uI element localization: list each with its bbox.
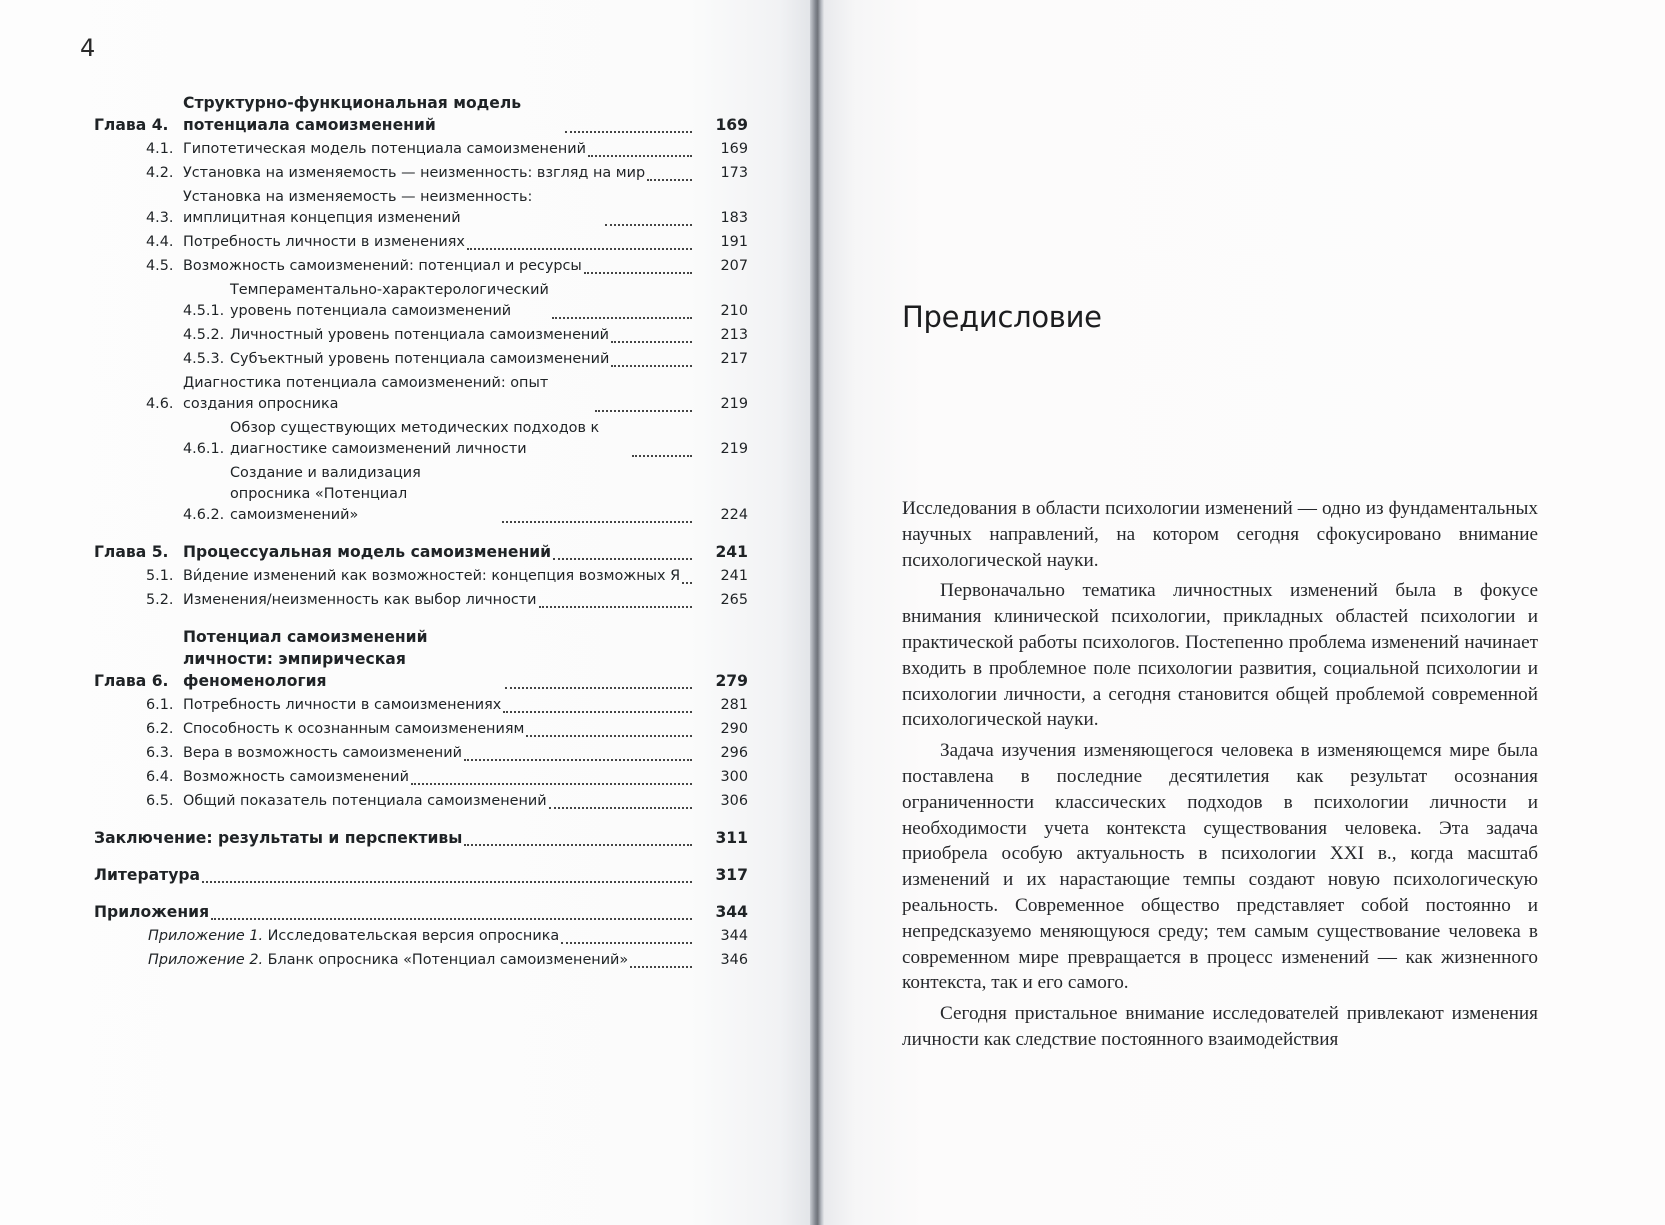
toc-entry-page: 217 xyxy=(720,351,748,367)
toc-entry-title: Установка на изменяемость — неизменность: имплицитная концепция изменений xyxy=(183,189,533,226)
toc-entry-page: 213 xyxy=(720,327,748,343)
toc-entry-title: Литература xyxy=(94,866,201,884)
toc-entry xyxy=(94,349,748,370)
dot-leader xyxy=(647,178,692,181)
toc-entry-number: 6.4. xyxy=(146,769,174,785)
toc-entry-title: Способность к осознанным самоизменениям xyxy=(183,721,525,737)
toc-entry-title: Диагностика потенциала самоизменений: опыт создания опросника xyxy=(183,375,549,412)
toc-entry-number: 4.5. xyxy=(146,258,174,274)
toc-entry-page: 317 xyxy=(715,866,748,884)
dot-leader xyxy=(467,247,692,250)
dot-leader xyxy=(561,941,692,944)
toc-spacer xyxy=(94,611,748,626)
toc-entry-title: Заключение: результаты и перспективы xyxy=(94,829,463,847)
toc-entry xyxy=(94,743,748,764)
dot-leader xyxy=(211,917,692,920)
toc-entry-number: Приложение 1. xyxy=(148,928,264,944)
paragraph: Исследования в области психологии изменений — одно из фундаментальных научных направлений, на котором сегодня сфокусировано внимание психологической науки. xyxy=(902,498,1538,571)
toc-entry-page: 241 xyxy=(715,543,748,561)
toc-entry xyxy=(94,926,748,947)
toc-entry-number: 4.5.1. xyxy=(183,303,225,319)
toc-entry-number: 4.6.1. xyxy=(183,441,225,457)
toc-entry-number: 4.1. xyxy=(146,141,174,157)
toc-spacer xyxy=(94,526,748,541)
toc-entry xyxy=(94,901,748,923)
dot-leader xyxy=(605,223,692,226)
toc-entry xyxy=(94,719,748,740)
toc-entry xyxy=(94,541,748,563)
toc-entry-title: Изменения/неизменность как выбор личности xyxy=(183,592,537,608)
toc-entry-title: Общий показатель потенциала самоизменений xyxy=(183,793,547,809)
dot-leader xyxy=(611,364,692,367)
dot-leader xyxy=(552,316,692,319)
toc-entry-number: 4.6.2. xyxy=(183,507,225,523)
toc-entry-page: 344 xyxy=(720,928,748,944)
toc-entry-title: Бланк опросника «Потенциал самоизменений» xyxy=(267,952,629,968)
book-gutter xyxy=(810,0,824,1225)
toc-entry-page: 183 xyxy=(720,210,748,226)
toc-entry-page: 241 xyxy=(720,568,748,584)
toc-entry-title: Субъектный уровень потенциала самоизменений xyxy=(230,351,610,367)
toc-entry-page: 210 xyxy=(720,303,748,319)
toc-spacer xyxy=(94,812,748,827)
toc-entry-number: 4.5.3. xyxy=(183,351,225,367)
toc-entry-number: 4.6. xyxy=(146,396,174,412)
toc-entry-page: 191 xyxy=(720,234,748,250)
dot-leader xyxy=(411,782,692,785)
toc-entry-number: 4.3. xyxy=(146,210,174,226)
section-heading: Предисловие xyxy=(902,300,1102,334)
toc-entry-title: Потенциал самоизменений личности: эмпирическая феноменология xyxy=(183,628,428,690)
paragraph: Сегодня пристальное внимание исследователей привлекают изменения личности как следствие постоянного взаимодействия xyxy=(902,1003,1538,1050)
toc-entry-title: Потребность личности в самоизменениях xyxy=(183,697,502,713)
table-of-contents xyxy=(94,92,748,971)
toc-entry-number: 4.5.2. xyxy=(183,327,225,343)
toc-spacer xyxy=(94,849,748,864)
toc-entry-page: 296 xyxy=(720,745,748,761)
toc-entry-page: 169 xyxy=(715,116,748,134)
toc-entry-number: Глава 5. xyxy=(94,543,169,561)
paragraph: Первоначально тематика личностных изменений была в фокусе внимания клинической психологии, прикладных областей психологии и практической работы психологов. Постепенно проблема изменений начинает входить в проблемное поле психологии развития, социальной психологии и психологии личности, а сегодня становится общей проблемой современной психологической науки. xyxy=(902,580,1538,731)
toc-entry-page: 173 xyxy=(720,165,748,181)
toc-entry xyxy=(94,373,748,415)
dot-leader xyxy=(682,581,692,584)
toc-entry-number: 6.2. xyxy=(146,721,174,737)
toc-entry-title: Ви́дение изменений как возможностей: концепция возможных Я xyxy=(183,568,681,584)
toc-entry xyxy=(94,626,748,692)
toc-entry xyxy=(94,791,748,812)
toc-entry-page: 207 xyxy=(720,258,748,274)
toc-entry-title: Вера в возможность самоизменений xyxy=(183,745,462,761)
dot-leader xyxy=(595,409,692,412)
toc-entry-title: Обзор существующих методических подходов к диагностике самоизменений личности xyxy=(230,420,600,457)
toc-entry-number: 6.3. xyxy=(146,745,174,761)
toc-entry xyxy=(94,325,748,346)
dot-leader xyxy=(505,686,692,689)
dot-leader xyxy=(584,271,692,274)
toc-entry-title: Приложения xyxy=(94,903,210,921)
toc-entry xyxy=(94,92,748,136)
toc-entry xyxy=(94,864,748,886)
toc-entry-page: 265 xyxy=(720,592,748,608)
toc-entry xyxy=(94,695,748,716)
dot-leader xyxy=(549,806,692,809)
toc-entry xyxy=(94,280,748,322)
toc-entry-page: 300 xyxy=(720,769,748,785)
toc-entry xyxy=(94,566,748,587)
toc-entry-page: 281 xyxy=(720,697,748,713)
paragraph: Задача изучения изменяющегося человека в изменяющемся мире была поставлена в последние десятилетия как результат осознания ограниченности классических подходов в психологии личности и необходимости учета контекста существования человека. Эта задача приобрела особую актуальность в психологии XXI в., когда масштаб изменений и их нарастающие темпы создают новую психологическую реальность. Современное общество представляет собой постоянно и непредсказуемо меняющуюся среду; тем самым существование человека в современном мире превращается в процесс изменений — как жизненного контекста, так и его самого. xyxy=(902,740,1538,994)
toc-spacer xyxy=(94,886,748,901)
toc-entry-title: Процессуальная модель самоизменений xyxy=(183,543,552,561)
toc-entry-page: 346 xyxy=(720,952,748,968)
toc-entry-page: 290 xyxy=(720,721,748,737)
toc-entry-title: Структурно-функциональная модель потенциала самоизменений xyxy=(183,94,522,134)
dot-leader xyxy=(503,710,692,713)
dot-leader xyxy=(611,340,692,343)
toc-entry-number: 5.2. xyxy=(146,592,174,608)
toc-entry xyxy=(94,256,748,277)
dot-leader xyxy=(553,557,692,560)
page-number: 4 xyxy=(80,34,96,62)
toc-entry-title: Потребность личности в изменениях xyxy=(183,234,465,250)
toc-entry-page: 219 xyxy=(720,441,748,457)
toc-entry-number: Глава 6. xyxy=(94,672,169,690)
dot-leader xyxy=(526,734,692,737)
toc-entry xyxy=(94,418,748,460)
dot-leader xyxy=(202,880,692,883)
preface-text xyxy=(902,496,1538,1053)
toc-entry-number: Глава 4. xyxy=(94,116,169,134)
toc-entry xyxy=(94,163,748,184)
toc-entry xyxy=(94,232,748,253)
toc-entry-title: Установка на изменяемость — неизменность: взгляд на мир xyxy=(183,165,646,181)
toc-entry xyxy=(94,463,748,526)
toc-entry-page: 311 xyxy=(715,829,748,847)
toc-entry-page: 306 xyxy=(720,793,748,809)
toc-entry xyxy=(94,590,748,611)
toc-entry-number: 6.5. xyxy=(146,793,174,809)
dot-leader xyxy=(565,130,692,133)
toc-entry xyxy=(94,950,748,971)
toc-entry xyxy=(94,139,748,160)
toc-entry-title: Создание и валидизация опросника «Потенциал самоизменений» xyxy=(230,465,421,523)
dot-leader xyxy=(588,154,692,157)
toc-entry xyxy=(94,187,748,229)
toc-entry-number: 4.2. xyxy=(146,165,174,181)
dot-leader xyxy=(632,454,692,457)
dot-leader xyxy=(464,758,692,761)
toc-entry-number: 6.1. xyxy=(146,697,174,713)
dot-leader xyxy=(502,520,692,523)
toc-entry-page: 224 xyxy=(720,507,748,523)
toc-entry-page: 219 xyxy=(720,396,748,412)
toc-entry-title: Темпераментально-характерологический уровень потенциала самоизменений xyxy=(230,282,549,319)
toc-entry-number: 4.4. xyxy=(146,234,174,250)
dot-leader xyxy=(630,965,692,968)
toc-entry xyxy=(94,767,748,788)
toc-entry-title: Личностный уровень потенциала самоизменений xyxy=(230,327,610,343)
toc-entry-title: Гипотетическая модель потенциала самоизменений xyxy=(183,141,586,157)
toc-entry-number: Приложение 2. xyxy=(148,952,264,968)
toc-entry-page: 344 xyxy=(715,903,748,921)
toc-entry-title: Возможность самоизменений: потенциал и ресурсы xyxy=(183,258,582,274)
toc-entry-page: 279 xyxy=(715,672,748,690)
toc-entry xyxy=(94,827,748,849)
dot-leader xyxy=(539,605,692,608)
toc-entry-page: 169 xyxy=(720,141,748,157)
dot-leader xyxy=(464,843,692,846)
toc-entry-title: Возможность самоизменений xyxy=(183,769,409,785)
toc-entry-number: 5.1. xyxy=(146,568,174,584)
toc-entry-title: Исследовательская версия опросника xyxy=(267,928,560,944)
